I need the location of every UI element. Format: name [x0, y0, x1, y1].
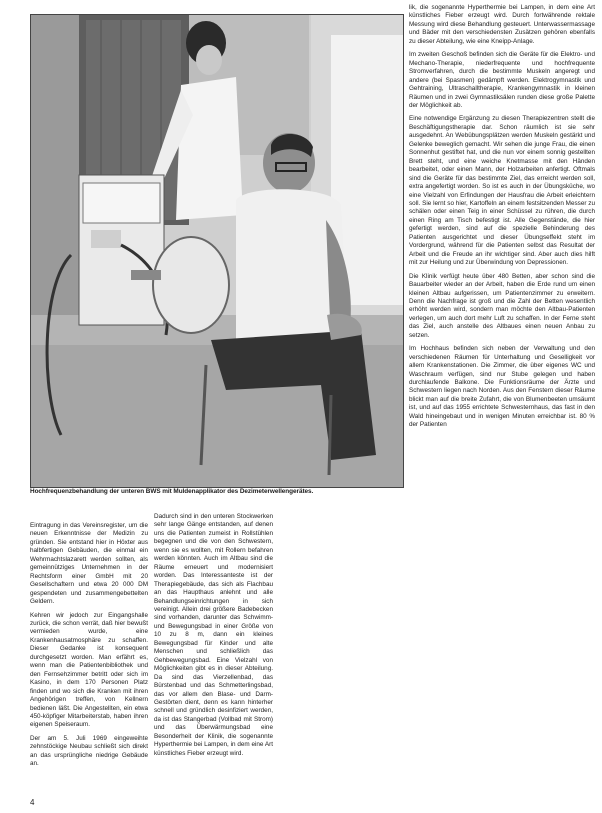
paragraph: lik, die sogenannte Hyperthermie bei Lampen, in dem eine Art künstliches Fieber erzeugt wird. Durch fortwährende rektale Messung wird diese Behandlung gesteuert. Unterwassermassage und Bäder mit den verschiedensten Zusätzen gehören ebenfalls zu dieser Abteilung, wie eine Kneipp-Anlage.	[409, 4, 595, 45]
paragraph: Im Hochhaus befinden sich neben der Verwaltung und den verschiedenen Räumen für Unterhaltung und Geselligkeit vor allem Krankenstationen. Die Zimmer, die über eigenes WC und Waschraum verfügen, sind nur Stube gelegen und haben durchlaufende Balkone. Die Funktionsräume der Ärzte und Schwestern liegen nach Norden. Aus den Fenstern dieser Räume blickt man auf die breite Zufahrt, die von Blumenbeeten umsäumt ist, und auf das 1955 errichtete Schwesternhaus, das fast in den Wald hineingebaut und in wenigen Minuten erreichbar ist. 80 % der Patienten	[409, 345, 595, 429]
paragraph: Dadurch sind in den unteren Stockwerken sehr lange Gänge entstanden, auf denen uns die Patienten zumeist in Rollstühlen begegnen und die von den Schwestern, wenn sie es wollten, mit Rollern befahren werden könnten. Auch im Altbau sind die Räume erneuert und modernisiert worden. Das Interessanteste ist der Therapiegebäude, das sich als Flachbau an das Haupthaus anlehnt und alle Behandlungseinrichtungen in sich vereinigt. Allein drei größere Badebecken sind vorhanden, darunter das Schwimm- und Bewegungsbad in einer Größe von 10 zu 8 m, dann ein kleines Bewegungsbad für Kinder und alte Menschen und schließlich das Gehbewegungsbad. Eine Vielzahl von Möglichkeiten gibt es in dieser Abteilung. Da sind das Vierzellenbad, das Bürstenbad und das Schmetterlingsbad, das vor allem den Blase- und Darm-Gestörten dient, denn es kann hinterher schnell und gründlich desinfiziert werden, da ist das Stangerbad (Vollbad mit Strom) und das Überwärmungsbad eine Besonderheit der Klinik, die sogenannte Hyperthermie bei Lampen, in dem eine Art künstliches Fieber erzeugt wird.	[154, 513, 273, 757]
photo-therapy-scene	[30, 14, 404, 488]
paragraph: Eine notwendige Ergänzung zu diesen Therapiezentren stellt die Beschäftigungstherapie dar. Schon räumlich ist sie sehr ausgedehnt. An Webübungsplätzen werden Muskeln gestärkt und Gelenke beweglich gemacht. Wir sehen die junge Frau, die einen Sonnenhut gestiftet hat, und die nun vor einem sonnig gestellten Brett steht, und eine weiche Knetmasse mit den Händen bearbeitet, oder einen Mann, der Holzarbeiten anfertigt. Oftmals sind die Geräte für das bestimmte Ziel, das erreicht werden soll, extra angefertigt worden. So ist es auch in der Übungsküche, wo eine Vielzahl von Erfindungen der Hausfrau die Arbeit erleichtern soll. Sie lernt so hier, Kartoffeln an einem festsitzenden Messer zu schälen oder einen Teig in einer Schüssel zu rühren, die durch einen Ring am Tisch befestigt ist. Alle Gegenstände, die hier gefertigt werden, sind auf die spezielle Behinderung des Patienten ausgerichtet und dieser Übungseffekt steht im Vordergrund, während für die Patienten selbst das Resultat der Arbeit und die Freude an ihr wichtiger sind. Aber auch dies hilft mit zur Heilung und zur Überwindung von Depressionen.	[409, 115, 595, 267]
text-column-2	[154, 513, 273, 800]
paragraph: Eintragung in das Vereinsregister, um die neuen Erkenntnisse der Medizin zu gründen. Sie entstand hier in Höxter aus halbfertigen Gebäuden, die einmal ein Wehrmachtslazarett werden sollten, als gemeinnütziges Unternehmen in der Rechtsform einer GmbH mit 20 Gesellschaftern und etwa 20 000 DM gespendeten und zusammengebettelten Geldern.	[30, 522, 148, 606]
photo-illustration	[31, 15, 403, 487]
paragraph: Die Klinik verfügt heute über 480 Betten, aber schon sind die Bauarbeiter wieder an der Arbeit, haben die Erde rund um einen kleinen Altbau aufgerissen, um Patientenzimmer zu erweitern. Denn die Nachfrage ist groß und die Zahl der Betten wesentlich erhöht werden wird, sondern man möchte den Altbau-Patienten verlegen, um auch dort mehr Luft zu schaffen. In der Ferne steht das Ziel, auch anstelle des Altbaues einen neuen Anbau zu setzen.	[409, 272, 595, 339]
photo-caption: Hochfrequenzbehandlung der unteren BWS mit Muldenapplikator des Dezimeterwellengerätes.	[30, 488, 314, 495]
text-column-3	[409, 4, 595, 804]
paragraph: Kehren wir jedoch zur Eingangshalle zurück, die schon verrät, daß hier bewußt vermieden wurde, eine Krankenhausatmosphäre zu schaffen. Dieser Gedanke ist konsequent durchgesetzt worden. Man erfährt es, wenn man die Patientenbibliothek und den Fernsehzimmer betritt oder sich im Kasino, in dem 170 Personen Platz finden und wo sich die Kranken mit ihren Angehörigen treffen, von Kellnern bedienen läßt. Die Angestellten, ein etwa 450-köpfiger Mitarbeiterstab, haben ihren eigenen Speiseraum.	[30, 611, 148, 729]
paragraph: Der am 5. Juli 1969 eingeweihte zehnstöckige Neubau schließt sich direkt an das ursprüngliche niedrige Gebäude an.	[30, 734, 148, 768]
page-number: 4	[30, 798, 35, 807]
text-column-1	[30, 522, 148, 800]
paragraph: Im zweiten Geschoß befinden sich die Geräte für die Elektro- und Mechano-Therapie, niederfrequente und hochfrequente Stromverfahren, durch die bestimmte Muskeln angeregt und andere (bei Spasmen) gedämpft werden. Elektrogymnastik und Gehtraining, Ultraschalltherapie, Krankengymnastik in kleinen Räumen und in zwei Gymnastiksälen runden diese große Palette der Möglichkeit ab.	[409, 51, 595, 109]
